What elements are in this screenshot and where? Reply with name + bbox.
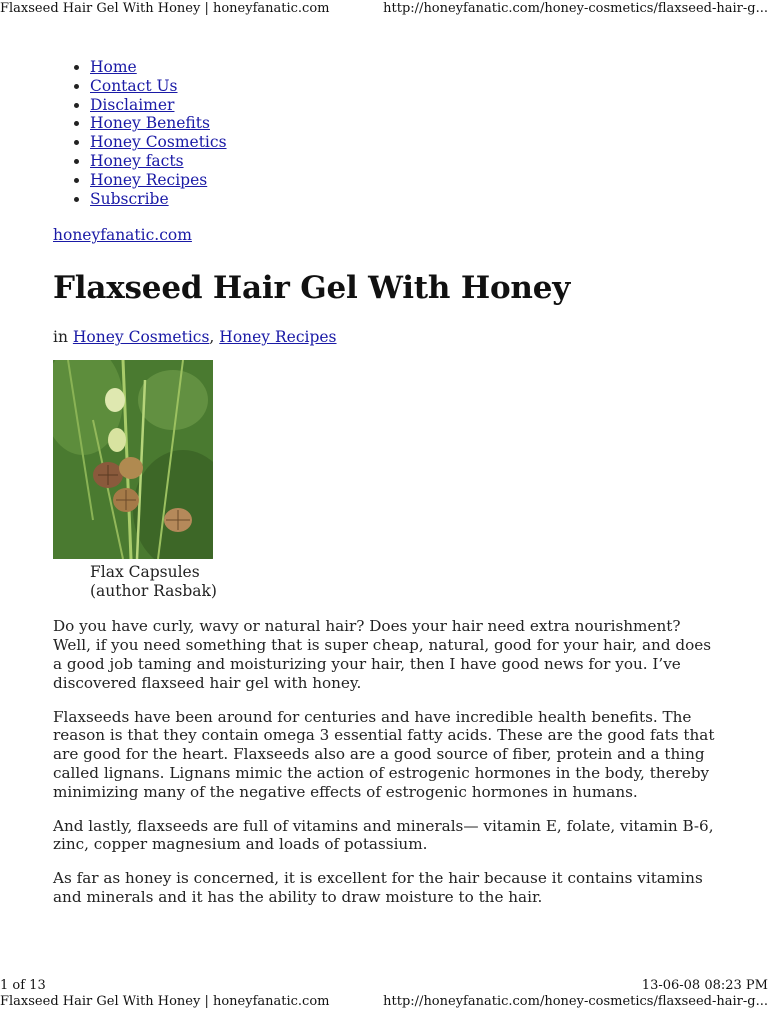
article-figure <box>53 360 715 601</box>
nav-link-subscribe[interactable]: Subscribe <box>90 189 169 208</box>
nav-item-home <box>90 58 715 77</box>
nav-item-subscribe <box>90 190 715 209</box>
article-body <box>53 617 715 906</box>
nav-item-honey-cosmetics <box>90 133 715 152</box>
article-paragraph: Do you have curly, wavy or natural hair? Does your hair need extra nourishment? Well, if you need something that is super cheap, natural, good for your hair, and does a good job taming and moisturizing your hair, then I have good news for you. I’ve discovered flaxseed hair gel with honey. <box>53 617 712 692</box>
print-header-url: http://honeyfanatic.com/honey-cosmetics/flaxseed-hair-g... <box>383 1 768 16</box>
nav-link-honey-benefits[interactable]: Honey Benefits <box>90 114 210 133</box>
page-content <box>53 58 715 907</box>
article-categories <box>53 328 715 346</box>
nav-item-contact-us <box>90 77 715 96</box>
caption-line-1: Flax Capsules <box>90 563 200 582</box>
print-footer-url: http://honeyfanatic.com/honey-cosmetics/flaxseed-hair-g... <box>383 994 768 1009</box>
print-footer-title: Flaxseed Hair Gel With Honey | honeyfanatic.com <box>0 994 330 1009</box>
page-count: 1 of 13 <box>0 978 46 993</box>
nav-link-contact-us[interactable]: Contact Us <box>90 76 178 95</box>
image-caption <box>90 563 715 601</box>
nav-item-honey-facts <box>90 152 715 171</box>
article-paragraph: And lastly, flaxseeds are full of vitamins and minerals— vitamin E, folate, vitamin B-6, zinc, copper magnesium and loads of potassium. <box>53 816 714 854</box>
caption-line-2: (author Rasbak) <box>90 582 217 601</box>
print-timestamp: 13-06-08 08:23 PM <box>641 978 768 993</box>
nav-item-disclaimer <box>90 96 715 115</box>
nav-item-honey-recipes <box>90 171 715 190</box>
category-separator: , <box>209 328 215 347</box>
print-header-title: Flaxseed Hair Gel With Honey | honeyfanatic.com <box>0 1 330 16</box>
print-footer <box>0 993 768 1011</box>
nav-link-disclaimer[interactable]: Disclaimer <box>90 95 175 114</box>
flax-capsules-photo[interactable] <box>53 360 213 559</box>
nav-item-honey-benefits <box>90 114 715 133</box>
category-prefix: in <box>53 328 68 347</box>
nav-link-honey-facts[interactable]: Honey facts <box>90 151 184 170</box>
site-home-link[interactable]: honeyfanatic.com <box>53 226 192 245</box>
nav-link-honey-recipes[interactable]: Honey Recipes <box>90 170 208 189</box>
category-link-honey-cosmetics[interactable]: Honey Cosmetics <box>72 328 210 347</box>
article-paragraph: Flaxseeds have been around for centuries and have incredible health benefits. The reason is that they contain omega 3 essential fatty acids. These are the good fats that are good for the heart. Flaxseeds also are a good source of fiber, protein and a thing called lignans. Lignans mimic the action of estrogenic hormones in the body, thereby minimizing many of the negative effects of estrogenic hormones in humans. <box>53 707 715 801</box>
article-paragraph: As far as honey is concerned, it is excellent for the hair because it contains vitamins and minerals and it has the ability to draw moisture to the hair. <box>53 869 703 906</box>
category-link-honey-recipes[interactable]: Honey Recipes <box>219 328 337 347</box>
article-title: Flaxseed Hair Gel With Honey <box>53 270 571 307</box>
nav-link-home[interactable]: Home <box>90 58 137 76</box>
nav-link-honey-cosmetics[interactable]: Honey Cosmetics <box>90 133 227 152</box>
print-header <box>0 0 768 18</box>
site-nav <box>90 58 715 208</box>
